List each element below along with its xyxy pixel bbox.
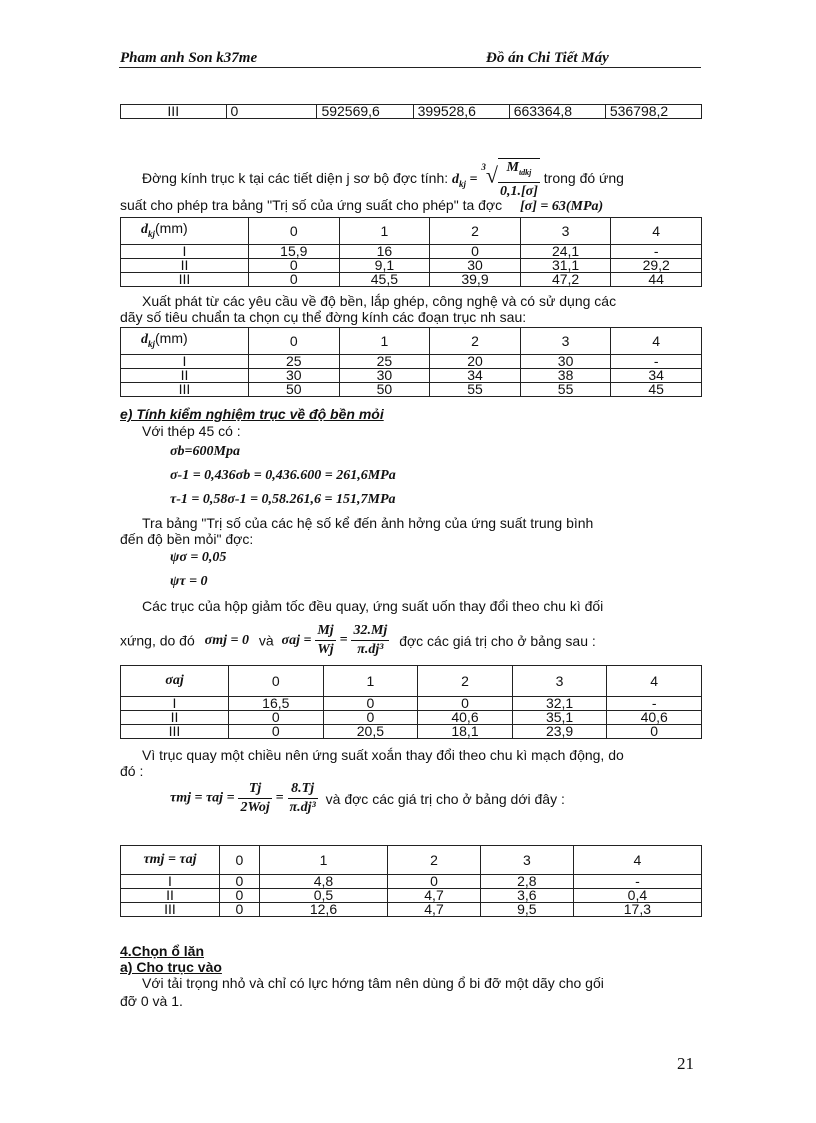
table-row: II 0 0 40,6 35,1 40,6: [121, 711, 702, 725]
section-title: e) Tính kiểm nghiệm trục về độ bền mỏi: [120, 406, 384, 422]
section-title: 4.Chọn ổ lăn: [120, 943, 204, 959]
torsion-stress-table: [120, 845, 702, 917]
table-row: II 30 30 34 38 34: [121, 368, 702, 382]
subsection-title: a) Cho trục vào: [120, 959, 222, 975]
diameter-chosen-table: [120, 327, 702, 397]
table-row: II 0 0,5 4,7 3,6 0,4: [121, 889, 702, 903]
header-right: Đồ án Chi Tiết Máy: [486, 50, 609, 66]
paragraph: Với thép 45 có :: [142, 423, 241, 439]
table-row: III 0 20,5 18,1 23,9 0: [121, 725, 702, 739]
table-row: I 0 4,8 0 2,8 -: [121, 875, 702, 889]
table-header-row: $d_{kj}(mm)$ 0 1 2 3 4: [121, 218, 702, 245]
formula: σb=600Mpa: [170, 444, 240, 459]
formula: ψσ = 0,05: [170, 550, 227, 565]
page-number: 21: [677, 1054, 694, 1073]
table-row: I 25 25 20 30 -: [121, 354, 702, 368]
paragraph: Với tải trọng nhỏ và chỉ có lực hớng tâm nên dùng ổ bi đỡ một dãy cho gối: [142, 975, 604, 991]
paragraph: Vì trục quay một chiều nên ứng suất xoắn thay đổi theo chu kì mạch động, do: [142, 747, 624, 763]
paragraph: τmj = τaj = $\frac{Tj}{\text{2Woj}}$ = $\frac{8.Tj}{\text{π.dj³}}$ và đợc các giá trị cho ở bảng dới đây :: [170, 781, 565, 815]
table-row: III 0 45,5 39,9 47,2 44: [121, 272, 702, 286]
paragraph: đó :: [120, 763, 144, 779]
fraction: $\frac{Tj}{\text{2Woj}}$: [240, 781, 270, 815]
fraction: $\frac{8.Tj}{\text{π.dj³}}$: [289, 781, 316, 815]
paragraph: Đờng kính trục k tại các tiết diện j sơ bộ đợc tính: $d_{kj} = ^3√$ $\frac{M_{tdkj}}{0,1.[\sigma]}$ trong đó ứng: [142, 160, 624, 199]
paragraph: Tra bảng "Trị số của các hệ số kể đến ảnh hởng của ứng suất trung bình: [142, 515, 594, 531]
fraction: $\frac{32.Mj}{\text{π.dj³}}$: [353, 623, 388, 657]
table-row: III 0 12,6 4,7 9,5 17,3: [121, 903, 702, 917]
header-divider: [119, 67, 701, 68]
paragraph: Xuất phát từ các yêu cầu về độ bền, lắp ghép, công nghệ và có sử dụng các: [142, 293, 617, 309]
paragraph: đến độ bền mỏi" đợc:: [120, 531, 254, 547]
table-header-row: σaj 0 1 2 3 4: [121, 666, 702, 697]
table-row: I 15,9 16 0 24,1 -: [121, 244, 702, 258]
paragraph: Các trục của hộp giảm tốc đều quay, ứng suất uốn thay đổi theo chu kì đối: [142, 598, 604, 614]
bending-stress-table: [120, 665, 702, 739]
table-row: I 16,5 0 0 32,1 -: [121, 697, 702, 711]
table-header-row: τmj = τaj 0 1 2 3 4: [121, 846, 702, 875]
formula: ψτ = 0: [170, 574, 208, 589]
table-row: III 50 50 55 55 45: [121, 382, 702, 396]
paragraph: suất cho phép tra bảng "Trị số của ứng suất cho phép" ta đợc [σ] = 63(MPa): [120, 197, 604, 214]
paragraph: dãy số tiêu chuẩn ta chọn cụ thể đờng kính các đoạn trục nh sau:: [120, 309, 527, 325]
table-header-row: $d_{kj}(mm)$ 0 1 2 3 4: [121, 328, 702, 355]
paragraph: đỡ 0 và 1.: [120, 993, 183, 1009]
formula: σ-1 = 0,436σb = 0,436.600 = 261,6MPa: [170, 468, 396, 483]
moment-table: [120, 104, 702, 119]
paragraph: xứng, do đó σmj = 0 và σaj = $\frac{Mj}{Wj}$ = $\frac{32.Mj}{\text{π.dj³}}$ đợc các giá trị cho ở bảng sau :: [120, 623, 596, 657]
formula: τ-1 = 0,58σ-1 = 0,58.261,6 = 151,7MPa: [170, 492, 396, 507]
header-left: Pham anh Son k37me: [120, 50, 258, 66]
fraction: $\frac{Mj}{Wj}$: [317, 623, 334, 657]
diameter-estimate-table: [120, 217, 702, 287]
table-row: II 0 9,1 30 31,1 29,2: [121, 258, 702, 272]
table-row: III 0 592569,6 399528,6 663364,8 536798,2: [121, 105, 702, 119]
cube-root-formula: $^3$√ $\frac{M_{tdkj}}{0,1.[\sigma]}$: [481, 160, 538, 199]
